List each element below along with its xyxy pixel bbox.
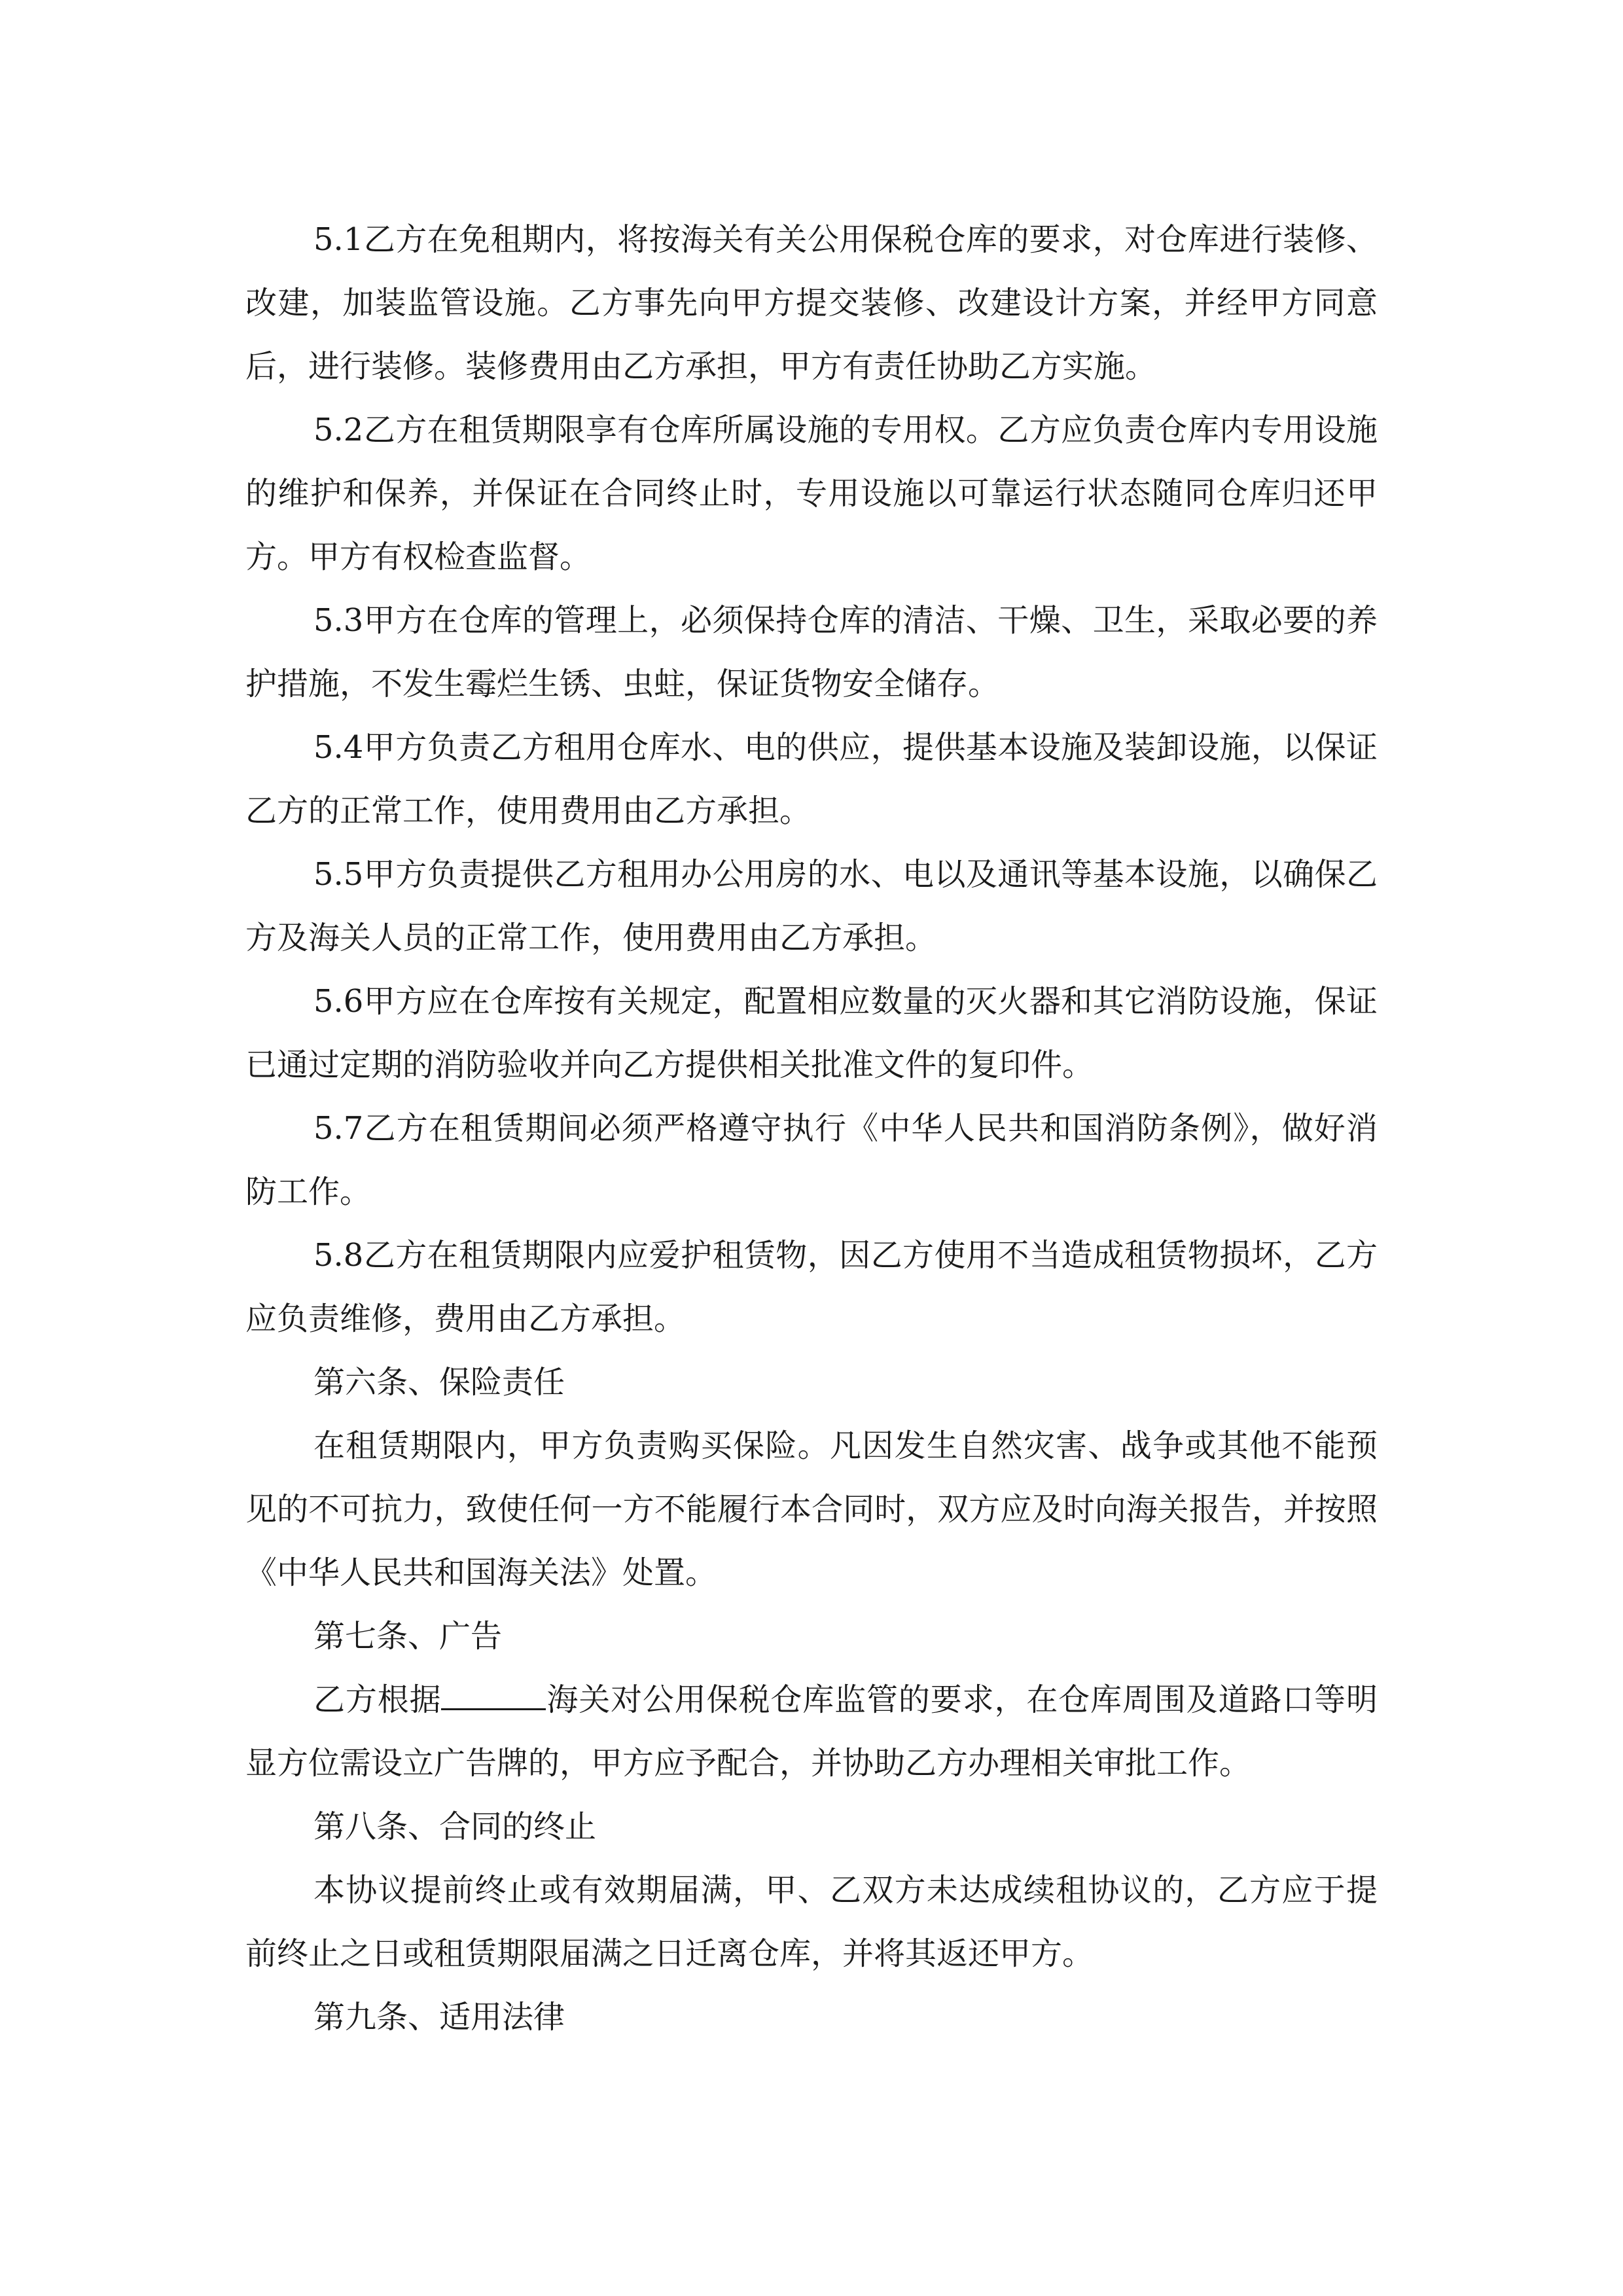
document-body <box>245 208 1378 2049</box>
article-7-body <box>245 1668 1378 1795</box>
article-7-text-after-blank: 海关对公用保税仓库监管的要求，在仓库周围及道路口等明显方位需设立广告牌的，甲方应予配合，并协助乙方办理相关审批工作。 <box>245 1681 1378 1782</box>
clause-5-3: 5.3甲方在仓库的管理上，必须保持仓库的清洁、干燥、卫生，采取必要的养护措施，不发生霉烂生锈、虫蛀，保证货物安全储存。 <box>245 602 1378 702</box>
article-7-heading: 第七条、广告 <box>313 1618 503 1655</box>
clause-5-7: 5.7乙方在租赁期间必须严格遵守执行《中华人民共和国消防条例》，做好消防工作。 <box>245 1110 1378 1210</box>
clause-5-8: 5.8乙方在租赁期限内应爱护租赁物，因乙方使用不当造成租赁物损坏，乙方应负责维修，费用由乙方承担。 <box>245 1237 1378 1337</box>
clause-5-2: 5.2乙方在租赁期限享有仓库所属设施的专用权。乙方应负责仓库内专用设施的维护和保养，并保证在合同终止时，专用设施以可靠运行状态随同仓库归还甲方。甲方有权检查监督。 <box>245 412 1378 575</box>
clause-5-4: 5.4甲方负责乙方租用仓库水、电的供应，提供基本设施及装卸设施，以保证乙方的正常工作，使用费用由乙方承担。 <box>245 729 1378 829</box>
article-8-heading: 第八条、合同的终止 <box>313 1808 597 1845</box>
article-9-heading: 第九条、适用法律 <box>313 1999 565 2036</box>
article-7-text-before-blank: 乙方根据 <box>313 1681 442 1718</box>
article-6-heading: 第六条、保险责任 <box>313 1364 565 1401</box>
fill-in-blank <box>441 1682 546 1710</box>
article-8-body: 本协议提前终止或有效期届满，甲、乙双方未达成续租协议的，乙方应于提前终止之日或租赁期限届满之日迁离仓库，并将其返还甲方。 <box>245 1872 1378 1972</box>
clause-5-5: 5.5甲方负责提供乙方租用办公用房的水、电以及通讯等基本设施，以确保乙方及海关人员的正常工作，使用费用由乙方承担。 <box>245 856 1378 956</box>
clause-5-1: 5.1乙方在免租期内，将按海关有关公用保税仓库的要求，对仓库进行装修、改建，加装监管设施。乙方事先向甲方提交装修、改建设计方案，并经甲方同意后，进行装修。装修费用由乙方承担，甲方有责任协助乙方实施。 <box>245 221 1378 385</box>
article-6-body: 在租赁期限内，甲方负责购买保险。凡因发生自然灾害、战争或其他不能预见的不可抗力，致使任何一方不能履行本合同时，双方应及时向海关报告，并按照《中华人民共和国海关法》处置。 <box>245 1427 1378 1591</box>
clause-5-6: 5.6甲方应在仓库按有关规定，配置相应数量的灭火器和其它消防设施，保证已通过定期的消防验收并向乙方提供相关批准文件的复印件。 <box>245 983 1378 1083</box>
